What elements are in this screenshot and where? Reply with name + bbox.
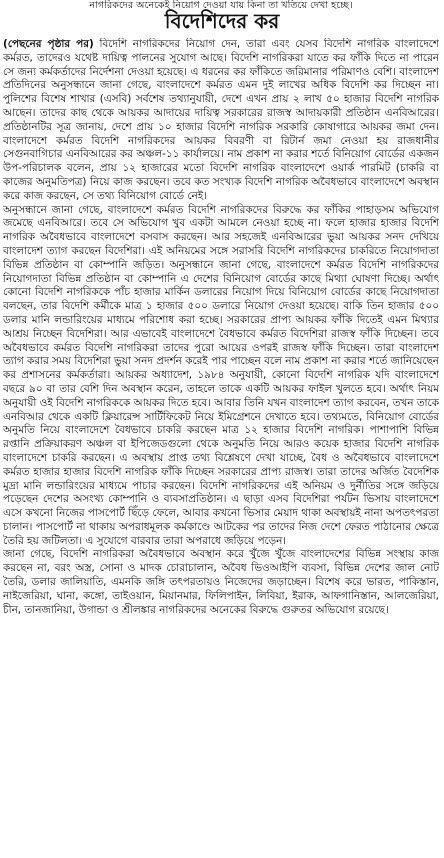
paragraph-1-text: বিদেশি নাগরিকদের নিয়োগ দেন, তারা এবং যেসব বিদেশি নাগরিক বাংলাদেশে কর্মরত, তাদেরও যথেষ্ট দায়িত্ব পালনের সুযোগ আছে। বিদেশি নাগরিকরা যাতে কর ফাঁকি দিতে না পারেন সে জন্য কর্মকর্তাদের নির্দেশনা দেওয়া হয়েছে। এ ধরনের কর ফাঁকিতে জরিমানার পরিমাণও বেশি। বাংলাদেশ প্রতিদিনের অনুসন্ধানে জানা গেছে, বাংলাদেশে কর্মরত এমন দুই লাখের অধিক বিদেশি কর দিচ্ছেন না। পুলিশের বিশেষ শাখার (এসবি) সর্বশেষ তথ্যানুযায়ী, দেশে এখন প্রায় ২ লাখ ৫০ হাজার বিদেশি নাগরিক আছেন। তাদের কাছ থেকে আয়কর আদায়ের দায়িত্ব সরকারের রাজস্ব আদায়কারী প্রতিষ্ঠান এনবিআরের। প্রতিষ্ঠানটির সূত্র জানায়, দেশে প্রায় ১০ হাজার বিদেশি নাগরিক সরকারি কোষাগারে আয়কর জমা দেন। বাংলাদেশে কর্মরত বিদেশি নাগরিকদের আয়কর বিবরণী বা রিটার্ন জমা নেওয়া হয় রাজধানীর সেগুনবাগিচার এনবিআরের কর অঞ্চল-১১ কার্যালয়ে। নাম প্রকাশ না করার শর্তে বিনিয়োগ বোর্ডের একজন উপ-পরিচালক বলেন, প্রায় ১২ হাজারের মতো বিদেশি নাগরিক বাংলাদেশে ওয়ার্ক পারমিট (চাকরি বা কাজের অনুমতিপত্র) নিয়ে কাজ করছেন। তবে কত সংখ্যক বিদেশি নাগরিক অবৈধভাবে বাংলাদেশে অবস্থান করে কাজ করছেন, সে তথ্য বিনিয়োগ বোর্ডে নেই। [3,38,439,202]
article-headline: বিদেশিদের কর [164,9,280,33]
article-paragraph-3: জানা গেছে, বিদেশি নাগরিকরা অবৈধভাবে অবস্থান করে খুঁজে খুঁজে বাংলাদেশের বিভিন্ন সংস্থায় কাজ করছেন না, বরং অস্ত্র, সোনা ও মাদক চোরাচালান, অবৈধ ভিওআইপি ব্যবসা, বিভিন্ন দেশের জাল নোট তৈরি, ডলার জালিয়াতি, এমনকি জঙ্গি তৎপরতায়ও নিজেদের জড়াচ্ছেন। বিশেষ করে ভারত, পাকিস্তান, নাইজেরিয়া, ঘানা, কঙ্গো, তাইওয়ান, মিয়ানমার, ফিলিপাইন, লিবিয়া, ইরাক, আফগানিস্তান, আলজেরিয়া, চীন, তানজানিয়া, উগান্ডা ও শ্রীলঙ্কার নাগরিকদের অনেকের বিরুদ্ধে গুরুতর অভিযোগ রয়েছে। [3,548,439,616]
article-body [3,38,439,854]
article-paragraph-2: অনুসন্ধানে জানা গেছে, বাংলাদেশে কর্মরত বিদেশি নাগরিকদের বিরুদ্ধে কর ফাঁকির পাহাড়সম অভিযোগ জমেছে এনবিআরে। তবে সে অভিযোগ খুব একটা আমলে নেওয়া হচ্ছে না। ফলে হাজার হাজার বিদেশি নাগরিক অবৈধভাবে বাংলাদেশে বসবাস করছেন। আর সহজেই এনবিআরের ভুয়া আয়কর সনদ দেখিয়ে বাংলাদেশ ত্যাগ করছেন বিদেশিরা। এই অনিয়মের সঙ্গে সরাসরি বিদেশি নাগরিকদের চাকরিতে নিয়োগদাতা বিভিন্ন প্রতিষ্ঠান বা কোম্পানি জড়িত। অনুসন্ধানে জানা গেছে, বাংলাদেশে কর্মরত বিদেশি নাগরিকদের নিয়োগদাতা বিভিন্ন প্রতিষ্ঠান বা কোম্পানি এ দেশের বিনিয়োগ বোর্ডের কাছে মিথ্যা ঘোষণা দিচ্ছে। অর্থাৎ কোনো বিদেশি নাগরিককে পাঁচ হাজার মার্কিন ডলারের নিয়োগ দিয়ে বিনিয়োগ বোর্ডের কাছে নিয়োগদাতা বলছেন, তার বিদেশি কর্মীকে মাত্র ১ হাজার ৫০০ ডলারে নিয়োগ দেওয়া হয়েছে। বাকি তিন হাজার ৫০০ ডলার মানি লন্ডারিংয়ের মাধ্যমে পরিশোধ করা হচ্ছে। সরকারের প্রাপ্য আয়কর ফাঁকি দিতেই এমন মিথ্যার আশ্রয় নিচ্ছেন বিদেশিরা। আর এভাবেই বাংলাদেশে বৈধভাবে কর্মরত বিদেশিরা রাজস্ব ফাঁকি দিচ্ছেন। তবে অবৈধভাবে কর্মরত বিদেশি নাগরিকরা তাদের পুরো আয়ের ওপরই রাজস্ব ফাঁকি দিচ্ছেন। তারা বাংলাদেশ ত্যাগ করার সময় বিদেশিরা ভুয়া সনদ প্রদর্শন করেই পার পাচ্ছেন বলে নাম প্রকাশ না করার শর্তে জানিয়েছেন কর প্রশাসনের কর্মকর্তারা। আয়কর অধ্যাদেশ, ১৯৮৪ অনুযায়ী, কোনো বিদেশি নাগরিক যদি বাংলাদেশে বছরে ৯০ বা তার বেশি দিন অবস্থান করেন, তাহলে তাকে একটি আয়কর ফাইল খুলতে হবে। অর্থাৎ নিয়ম অনুযায়ী ওই বিদেশি নাগরিককে আয়কর দিতে হবে। আবার তিনি যখন বাংলাদেশ ত্যাগ করবেন, তখন তাকে এনবিআর থেকে একটি ক্লিয়ারেন্স সার্টিফিকেট নিয়ে ইমিগ্রেশনে দেখাতে হবে। তথ্যমতে, বিনিয়োগ বোর্ডের অনুমতি নিয়ে বাংলাদেশে বৈধভাবে চাকরি করছেন মাত্র ১২ হাজার বিদেশি নাগরিক। পাশাপাশি বিভিন্ন রপ্তানি প্রক্রিয়াকরণ অঞ্চল বা ইপিজেডগুলো থেকে অনুমতি নিয়ে আরও কয়েক হাজার বিদেশি নাগরিক বাংলাদেশে চাকরি করছেন। এ অবস্থায় প্রাপ্ত তথ্য বিশ্লেষণে দেখা যাচ্ছে, বৈধ ও অবৈধভাবে বাংলাদেশে কর্মরত হাজার হাজার বিদেশি নাগরিক ফাঁকি দিচ্ছেন সরকারের প্রাপ্য রাজস্ব। তারা তাদের অর্জিত বৈদেশিক মুদ্রা মানি লন্ডারিংয়ের মাধ্যমে পাচার করছেন। বিদেশি নাগরিকদের এই অনিয়ম ও দুর্নীতির সঙ্গে জড়িয়ে পড়েছেন দেশের অসংখ্য কোম্পানি ও ব্যবসাপ্রতিষ্ঠান। এ ছাড়া এসব বিদেশিরা পর্যটন ভিসায় বাংলাদেশে এসে কখনো নিজের পাসপোর্ট ছিঁড়ে ফেলে, আবার কখনো ভিসার মেয়াদ থাকা অবস্থায়ই নানা অপতৎপরতা চালান। পাসপোর্ট না থাকায় অপরাধমূলক কর্মকাণ্ডে আটকের পর তাদের নিজ দেশে ফেরত পাঠানোর ক্ষেত্রে তৈরি হয় জটিলতা। এ সুযোগে বারবার তারা অপরাধে জড়িয়ে পড়েন। [3,203,439,547]
continuation-reference: (পেছনের পৃষ্ঠার পর) [3,38,94,50]
previous-article-fragment: নাগরিকদের অনেকেই নিয়োগ দেওয়া যায় কিনা তা খতিয়ে দেখা হচ্ছে। [89,0,353,11]
article-paragraph-1 [3,38,439,204]
